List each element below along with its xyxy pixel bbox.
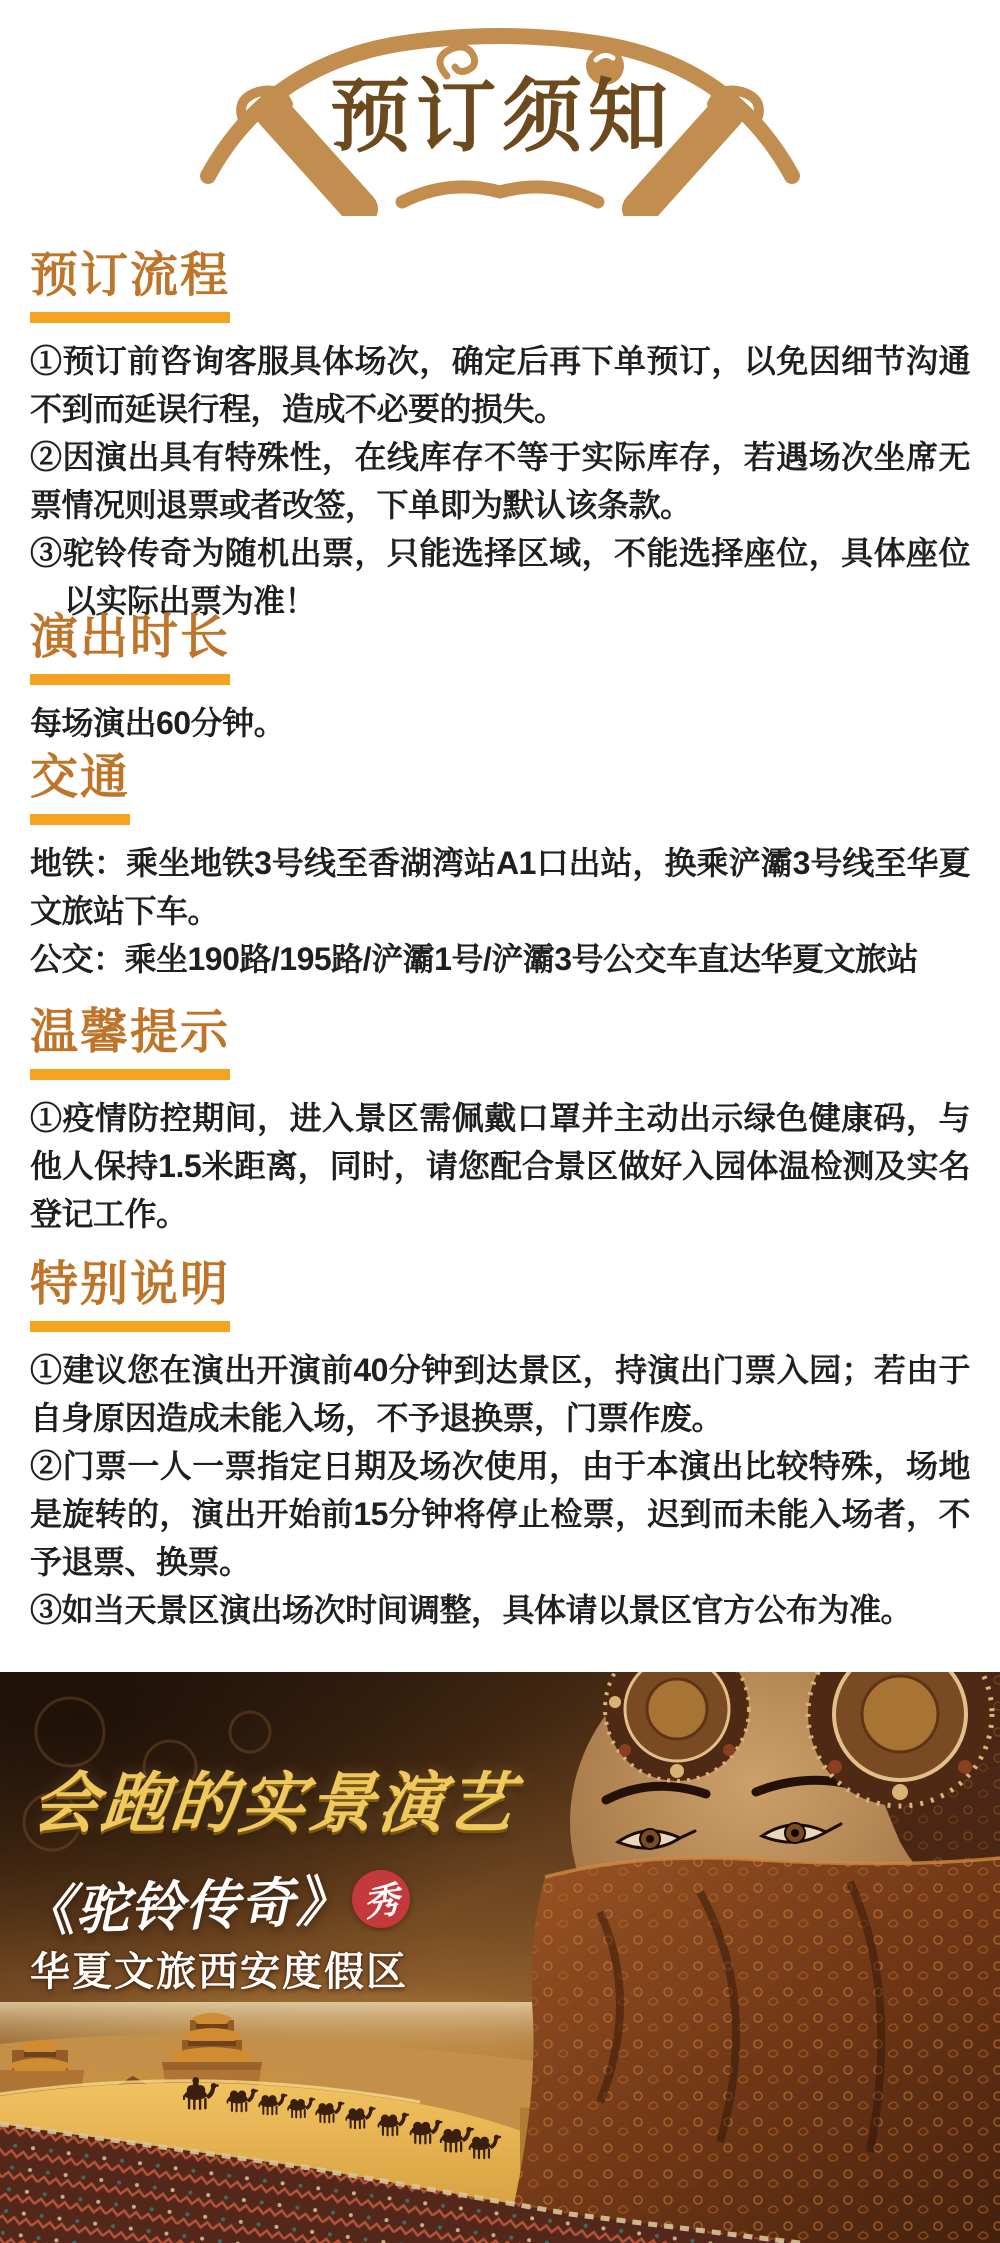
camel-rider [192, 2077, 199, 2090]
notice-paragraph: ①疫情防控期间，进入景区需佩戴口罩并主动出示绿色健康码，与他人保持1.5米距离，同时，请您配合景区做好入园体温检测及实名登记工作。 [30, 1100, 970, 1232]
section-special-notes [30, 1259, 970, 1634]
section-heading-wrap [30, 250, 230, 323]
heading-underline [30, 1069, 230, 1080]
section-warm-tips [30, 1007, 970, 1238]
section-body [30, 1094, 970, 1238]
heading-underline [30, 312, 230, 323]
notice-paragraph: 公交：乘坐190路/195路/浐灞1号/浐灞3号公交车直达华夏文旅站 [30, 941, 919, 977]
section-heading: 温馨提示 [30, 1006, 231, 1059]
venue-name: 华夏文旅西安度假区 [30, 1950, 408, 1994]
section-heading: 预订流程 [30, 249, 231, 302]
section-body [30, 839, 970, 983]
section-body [30, 1346, 970, 1634]
fan-bottom-edge [402, 187, 598, 202]
section-heading: 演出时长 [30, 611, 231, 664]
section-show-duration [30, 612, 970, 747]
notice-paragraph: ①建议您在演出开演前40分钟到达景区，持演出门票入园；若由于自身原因造成未能入场，不予退换票，门票作废。 [30, 1352, 970, 1436]
heading-underline [30, 1321, 230, 1332]
section-heading: 特别说明 [30, 1258, 231, 1311]
heading-underline [30, 814, 130, 825]
notice-paragraph: 地铁：乘坐地铁3号线至香湖湾站A1口出站，换乘浐灞3号线至华夏文旅站下车。 [30, 845, 970, 929]
notice-paragraph: ③如当天景区演出场次时间调整，具体请以景区官方公布为准。 [30, 1592, 913, 1628]
section-body [30, 337, 970, 625]
notice-paragraph: ①预订前咨询客服具体场次，确定后再下单预订，以免因细节沟通不到而延误行程，造成不必要的损失。 [30, 343, 970, 427]
section-heading-wrap [30, 1007, 230, 1080]
notice-paragraph: ②门票一人一票指定日期及场次使用，由于本演出比较特殊，场地是旋转的，演出开始前15分钟将停止检票，迟到而未能入场者，不予退票、换票。 [30, 1448, 970, 1580]
seal-text: 秀 [360, 1878, 403, 1925]
notice-paragraph: ②因演出具有特殊性，在线库存不等于实际库存，若遇场次坐席无票情况则退票或者改签，下单即为默认该条款。 [30, 439, 970, 523]
section-transport [30, 752, 970, 983]
heading-underline [30, 674, 230, 685]
page-title: 预订须知 [330, 72, 674, 161]
notice-paragraph: 每场演出60分钟。 [30, 705, 286, 741]
section-heading-wrap [30, 752, 130, 825]
section-heading-wrap [30, 1259, 230, 1332]
veil-pattern [505, 1858, 1000, 2243]
section-body [30, 699, 970, 747]
notice-paragraph: ③驼铃传奇为随机出票，只能选择区域，不能选择座位，具体座位以实际出票为准！ [30, 535, 970, 619]
section-heading-wrap [30, 612, 230, 685]
right-pupil [791, 1829, 799, 1837]
show-seal-badge [352, 1870, 410, 1928]
fan-banner-decoration [150, 4, 850, 216]
show-poster [0, 1672, 1000, 2243]
section-booking-process [30, 250, 970, 625]
left-pupil [646, 1835, 654, 1843]
show-title: 《驼铃传奇》 [19, 1868, 352, 1944]
poster-slogan: 会跑的实景演艺 [29, 1766, 519, 1840]
section-heading: 交通 [30, 751, 131, 804]
